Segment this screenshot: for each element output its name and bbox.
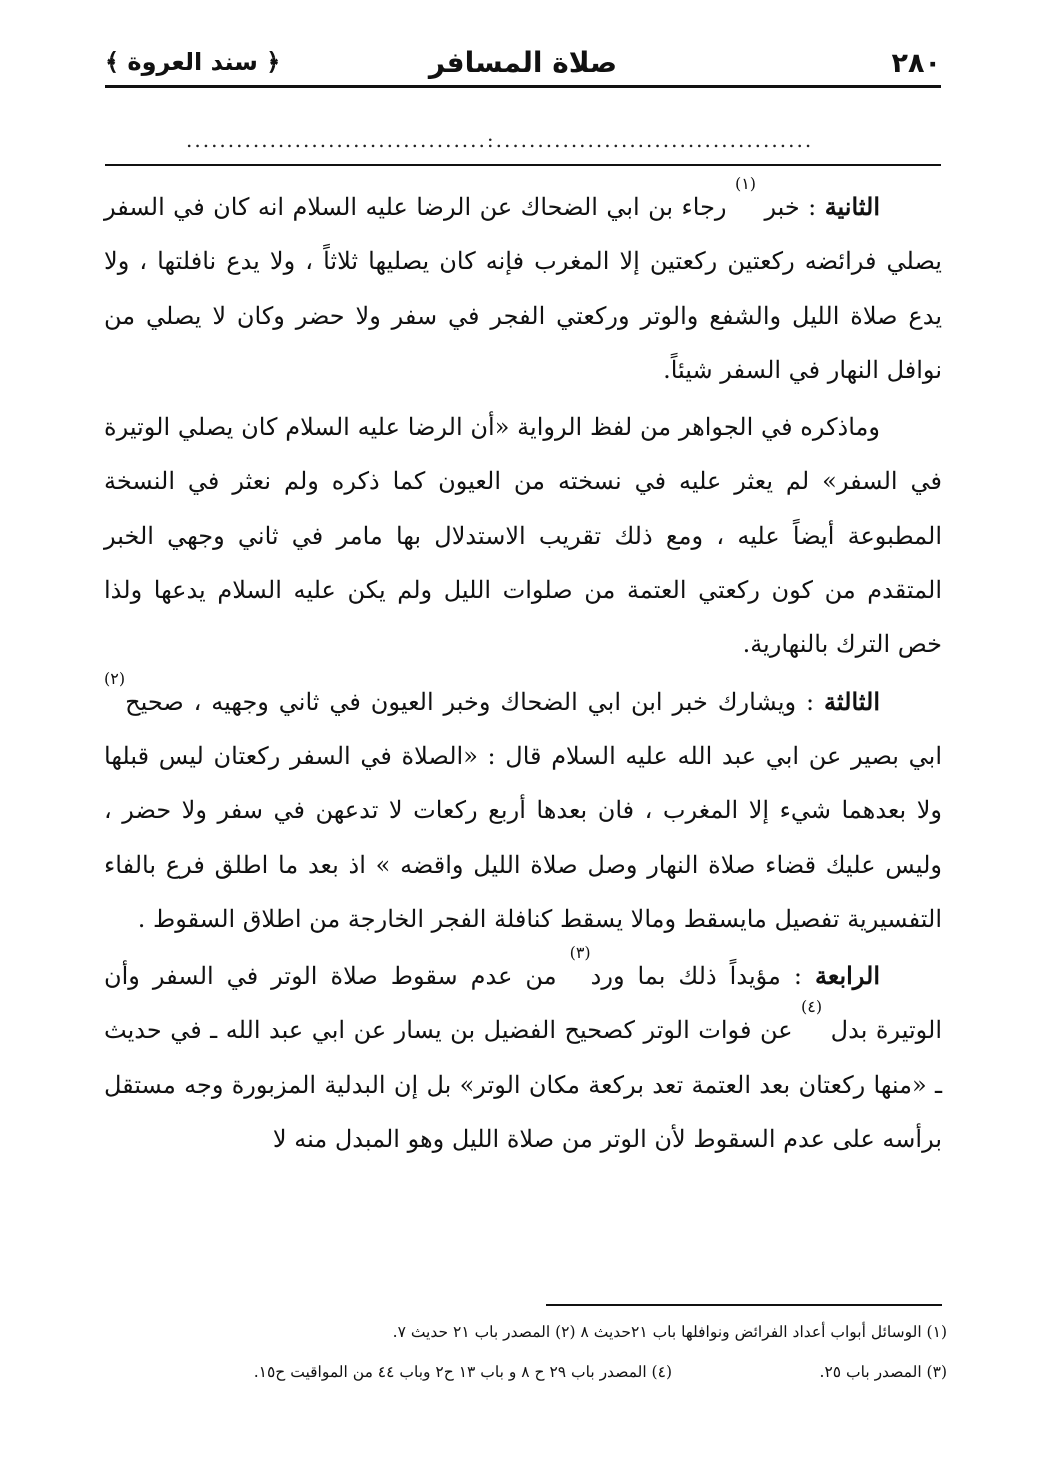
- page-number: ٢٨٠: [891, 48, 941, 79]
- paragraph-text: من عدم سقوط صلاة الوتر في السفر وأن الوتيرة بدل: [104, 962, 942, 1045]
- main-text: [104, 174, 942, 1166]
- paragraph-text: : ويشارك خبر ابن ابي الضحاك وخبر العيون في ثاني وجهيه ، صحيح: [125, 687, 825, 716]
- book-title: ﴿ سند العروة ﴾: [105, 48, 281, 76]
- footnote-line: (٤) المصدر باب ٢٩ ح ٨ و باب ١٣ ح٢ وباب ٤٤ من المواقيت ح١٥.: [253, 1363, 672, 1381]
- footnote-ref: (٣): [569, 943, 591, 963]
- header-rule: [105, 85, 941, 88]
- footnote-ref: (٢): [104, 668, 126, 688]
- paragraph: [104, 668, 942, 946]
- paragraph-label: الثانية: [824, 192, 881, 221]
- paragraph-label: الثالثة: [824, 686, 880, 716]
- paragraph-text: رجاء بن ابي الضحاك عن الرضا عليه السلام انه كان في السفر يصلي فرائضه ركعتين ركعتين إلا المغرب فإنه كان يصليها ثلاثاً ، ولا يدع نافلتها ، ولا يدع صلاة الليل والشفع والوتر وركعتي الفجر في سفر ولا حضر وكان لا يصلي من نوافل النهار في السفر شيئاً.: [104, 193, 942, 384]
- section-rule: [105, 164, 941, 166]
- footnote-ref: (١): [734, 174, 757, 193]
- footnote-line: (١) الوسائل أبواب أعداد الفرائض ونوافلها باب ٢١حديث ٨ (٢) المصدر باب ٢١ حديث ٧.: [392, 1323, 947, 1341]
- page-header: [105, 42, 941, 82]
- paragraph: [104, 400, 942, 671]
- paragraph-text: : خبر: [756, 193, 825, 221]
- section-separator: ....................................:......................................: [186, 130, 814, 150]
- footnote-rule: [546, 1304, 942, 1306]
- paragraph: [104, 174, 942, 397]
- paragraph-label: الرابعة: [815, 961, 881, 991]
- footnote-line: (٣) المصدر باب ٢٥.: [819, 1363, 947, 1381]
- paragraph-text: ابي بصير عن ابي عبد الله عليه السلام قال : «الصلاة في السفر ركعتان ليس قبلها ولا بعدهما شيء إلا المغرب ، فان بعدها أربع ركعات لا تدعهن في سفر ولا حضر ، وليس عليك قضاء صلاة النهار وصل صلاة الليل واقضه » اذ بعد ما اطلق فرع بالفاء التفسيرية تفصيل مايسقط ومالا يسقط كنافلة الفجر الخارجة من اطلاق السقوط .: [104, 741, 942, 933]
- paragraph-text: وماذكره في الجواهر من لفظ الرواية «أن الرضا عليه السلام كان يصلي الوتيرة في السفر» لم يعثر عليه في نسخته من العيون كما ذكره ولم نعثر في النسخة المطبوعة أيضاً عليه ، ومع ذلك تقريب الاستدلال بها مامر في ثاني وجهي الخبر المتقدم من كون ركعتي العتمة من صلوات الليل ولم يكن عليه السلام يدعها ولذا خص الترك بالنهارية.: [104, 413, 942, 659]
- paragraph-text: : مؤيداً ذلك بما ورد: [590, 962, 815, 991]
- paragraph: [104, 943, 942, 1166]
- footnote-ref: (٤): [801, 997, 823, 1017]
- chapter-title: صلاة المسافر: [428, 46, 618, 79]
- paragraph-text: عن فوات الوتر كصحيح الفضيل بن يسار عن ابي عبد الله ـ في حديث ـ «منها ركعتان بعد العتمة تعد بركعة مكان الوتر» بل إن البدلية المزبورة وجه مستقل برأسه على عدم السقوط لأن الوتر من صلاة الليل وهو المبدل منه لا: [104, 1016, 942, 1154]
